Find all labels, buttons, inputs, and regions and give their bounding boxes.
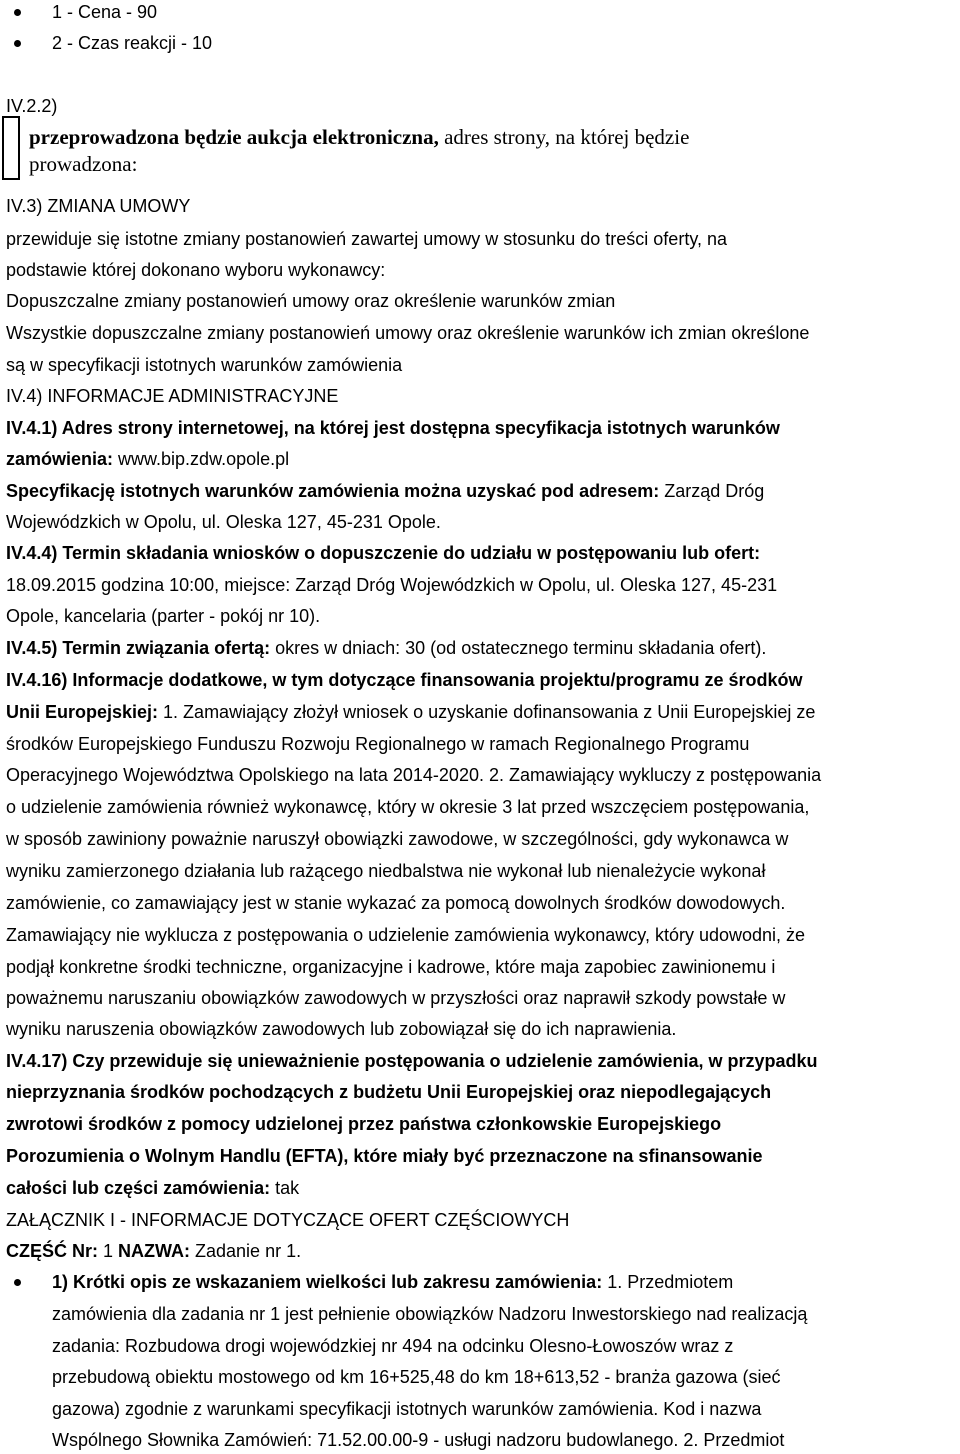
text-line: gazowa) zgodnie z warunkami specyfikacji istotnych warunków zamówienia. Kod i nazwa (52, 1399, 762, 1419)
text-line: Wszystkie dopuszczalne zmiany postanowień umowy oraz określenie warunków ich zmian określone (6, 323, 810, 343)
text-line (6, 637, 766, 659)
bullet-icon (14, 1279, 21, 1286)
label: IV.4.5) Termin związania ofertą: (6, 638, 271, 658)
text-line: IV.4.17) Czy przewiduje się unieważnienie postępowania o udzielenie zamówienia, w przypadku (6, 1051, 818, 1071)
text-line: IV.4.1) Adres strony internetowej, na której jest dostępna specyfikacja istotnych warunków (6, 418, 780, 438)
text-line (6, 1240, 301, 1262)
text-line: przewiduje się istotne zmiany postanowień zawartej umowy w stosunku do treści oferty, na (6, 229, 728, 249)
section-heading: ZAŁĄCZNIK I - INFORMACJE DOTYCZĄCE OFERT CZĘŚCIOWYCH (6, 1210, 570, 1230)
value: okres w dniach: 30 (od ostatecznego terminu składania ofert). (270, 638, 767, 658)
value: 1. Zamawiający złożył wniosek o uzyskanie dofinansowania z Unii Europejskiej ze (158, 702, 816, 722)
auction-line (29, 126, 689, 148)
text-line: wyniku zamierzonego działania lub rażącego niedbalstwa nie wykonał lub nienależycie wykonał (6, 861, 766, 881)
text-line: zadania: Rozbudowa drogi wojewódzkiej nr 494 na odcinku Olesno-Łowoszów wraz z (52, 1336, 734, 1356)
text-line (52, 1271, 733, 1293)
auction-text: adres strony, na której będzie (438, 125, 690, 149)
auction-label: przeprowadzona będzie aukcja elektroniczna, (29, 125, 439, 149)
text-line: podjął konkretne środki techniczne, organizacyjne i kadrowe, które maja zapobiec zawinionemu i (6, 957, 776, 977)
label: NAZWA: (118, 1241, 191, 1261)
text-line: Porozumienia o Wolnym Handlu (EFTA), które miały być przeznaczone na sfinansowanie (6, 1146, 763, 1166)
text-line: zwrotowi środków z pomocy udzielonej przez państwa członkowskie Europejskiego (6, 1114, 722, 1134)
text-line: w sposób zawiniony poważnie naruszył obowiązki zawodowe, w szczególności, gdy wykonawca w (6, 829, 789, 849)
bullet-icon (14, 40, 21, 47)
text-line: zamówienie, co zamawiający jest w stanie wykazać za pomocą dowolnych środków dowodowych. (6, 893, 786, 913)
criteria-item: 2 - Czas reakcji - 10 (52, 33, 213, 53)
text-line: są w specyfikacji istotnych warunków zamówienia (6, 355, 403, 375)
text-line: 18.09.2015 godzina 10:00, miejsce: Zarząd Dróg Wojewódzkich w Opolu, ul. Oleska 127, 45-231 (6, 575, 778, 595)
text-line: Operacyjnego Województwa Opolskiego na lata 2014-2020. 2. Zamawiający wykluczy z postępowania (6, 765, 822, 785)
value: tak (270, 1178, 300, 1198)
value: 1. Przedmiotem (602, 1272, 734, 1292)
text-line: o udzielenie zamówienia również wykonawcę, który w okresie 3 lat przed wszczęciem postępowania, (6, 797, 810, 817)
label: Unii Europejskiej: (6, 702, 159, 722)
text-line: Dopuszczalne zmiany postanowień umowy oraz określenie warunków zmian (6, 291, 616, 311)
text-line: przebudową obiektu mostowego od km 16+525,48 do km 18+613,52 - branża gazowa (sieć (52, 1367, 781, 1387)
value: 1 (98, 1241, 119, 1261)
bullet-icon (14, 9, 21, 16)
text-line: IV.4.16) Informacje dodatkowe, w tym dotyczące finansowania projektu/programu ze środków (6, 670, 803, 690)
text-line: Opole, kancelaria (parter - pokój nr 10). (6, 606, 321, 626)
section-heading: IV.2.2) (6, 96, 58, 116)
website-url: www.bip.zdw.opole.pl (113, 449, 290, 469)
text-line: Wspólnego Słownika Zamówień: 71.52.00.00-9 - usługi nadzoru budowlanego. 2. Przedmiot (52, 1430, 785, 1450)
text-line: nieprzyznania środków pochodzących z budżetu Unii Europejskiej oraz niepodlegających (6, 1082, 772, 1102)
text-line (6, 1177, 299, 1199)
text-line: Wojewódzkich w Opolu, ul. Oleska 127, 45-231 Opole. (6, 512, 441, 532)
text-line: IV.4.4) Termin składania wniosków o dopuszczenie do udziału w postępowaniu lub ofert: (6, 543, 761, 563)
auction-line: prowadzona: (29, 152, 138, 176)
text-line: środków Europejskiego Funduszu Rozwoju Regionalnego w ramach Regionalnego Programu (6, 734, 750, 754)
text-line: Zamawiający nie wyklucza z postępowania o udzielenie zamówienia wykonawcy, który udowodni, że (6, 925, 806, 945)
checkbox[interactable] (2, 116, 20, 180)
text-line (6, 448, 289, 470)
text-line: wyniku naruszenia obowiązków zawodowych lub zobowiązał się do ich naprawienia. (6, 1019, 677, 1039)
label: całości lub części zamówienia: (6, 1178, 271, 1198)
text-line (6, 480, 764, 502)
section-heading: IV.3) ZMIANA UMOWY (6, 196, 191, 216)
value: Zadanie nr 1. (190, 1241, 302, 1261)
label: Specyfikację istotnych warunków zamówienia można uzyskać pod adresem: (6, 481, 660, 501)
value: Zarząd Dróg (659, 481, 765, 501)
label: zamówienia: (6, 449, 114, 469)
text-line: poważnemu naruszaniu obowiązków zawodowych w przyszłości oraz naprawił szkody powstałe w (6, 988, 786, 1008)
label: 1) Krótki opis ze wskazaniem wielkości lub zakresu zamówienia: (52, 1272, 603, 1292)
criteria-item: 1 - Cena - 90 (52, 2, 158, 22)
text-line: zamówienia dla zadania nr 1 jest pełnienie obowiązków Nadzoru Inwestorskiego nad realizacją (52, 1304, 808, 1324)
text-line (6, 701, 815, 723)
label: CZĘŚĆ Nr: (6, 1241, 99, 1261)
section-heading: IV.4) INFORMACJE ADMINISTRACYJNE (6, 386, 339, 406)
text-line: podstawie której dokonano wyboru wykonawcy: (6, 260, 386, 280)
